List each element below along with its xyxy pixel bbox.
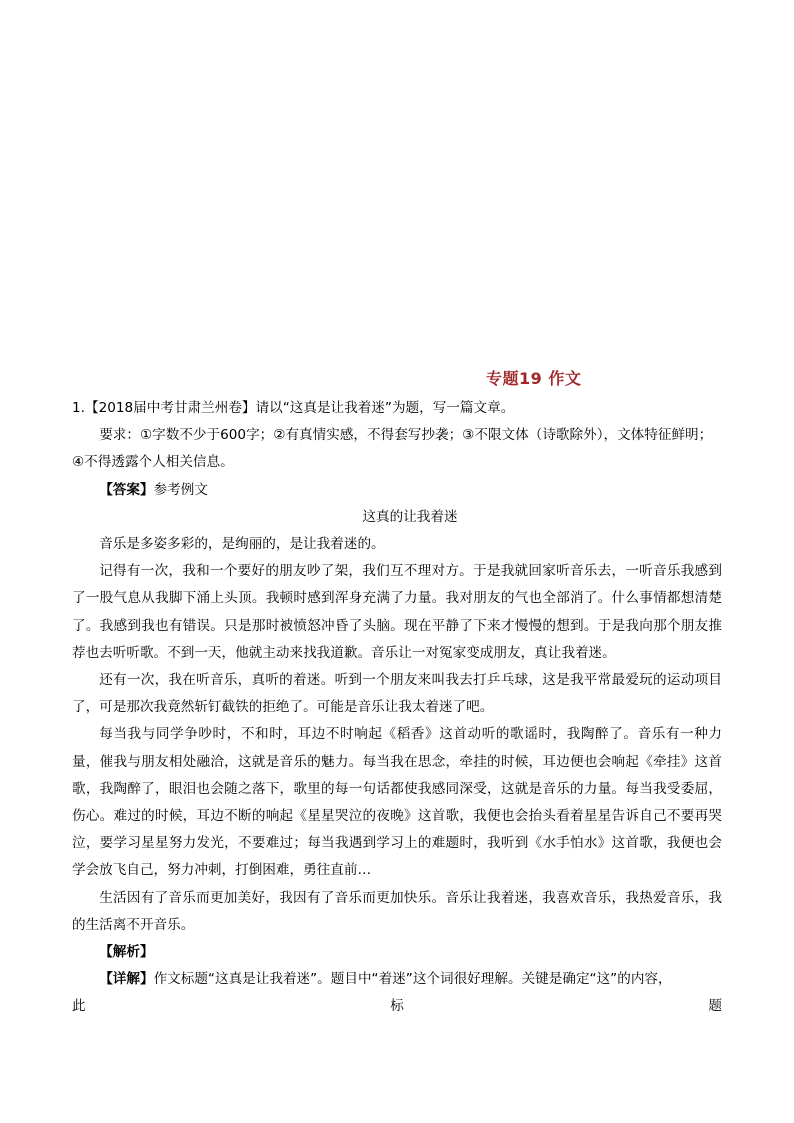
last-line-word-2: 标 xyxy=(390,998,404,1015)
essay-paragraph-4: 每当我与同学争吵时，不和时，耳边不时响起《稻香》这首动听的歌谣时，我陶醉了。音乐有一种力量，催我与朋友相处融洽，这就是音乐的魅力。每当我在思念，牵挂的时候，耳边便也会响起《牵挂》这首歌，我陶醉了，眼泪也会随之落下，歌里的每一句话都使我感同深受，这就是音乐的力量。每当我受委屈，伤心。难过的时候，耳边不断的响起《星星哭泣的夜晚》这首歌，我便也会抬头看着星星告诉自己不要再哭泣，要学习星星努力发光，不要难过；每当我遇到学习上的难题时，我听到《水手怕水》这首歌，我便也会学会放飞自己，努力冲刺，打倒困难，勇往直前… xyxy=(72,726,722,879)
last-line-word-3: 题 xyxy=(708,998,722,1015)
requirements-line-2: ④不得透露个人相关信息。 xyxy=(72,454,234,471)
answer-label: 【答案】 xyxy=(99,481,154,498)
question-number: 1. xyxy=(72,400,85,416)
question-prompt: 请以“这真是让我着迷”为题，写一篇文章。 xyxy=(255,400,515,416)
last-line-word-1: 此 xyxy=(72,998,86,1015)
requirements-line-1: 要求：①字数不少于600字；②有真情实感，不得套写抄袭；③不限文体（诗歌除外），文体特征鲜明； xyxy=(99,427,713,444)
essay-paragraph-1: 音乐是多姿多彩的，是绚丽的，是让我着迷的。 xyxy=(99,536,385,553)
question-line xyxy=(72,395,722,422)
answer-line xyxy=(72,477,722,504)
document-body xyxy=(72,395,722,1021)
analysis-label-text: 【解析】 xyxy=(99,944,154,961)
detail-label: 【详解】 xyxy=(99,971,154,988)
essay-title: 这真的让我着迷 xyxy=(362,508,458,525)
analysis-label xyxy=(72,939,722,966)
essay-paragraph-5: 生活因有了音乐而更加美好，我因有了音乐而更加快乐。音乐让我着迷，我喜欢音乐，我热爱音乐，我的生活离不开音乐。 xyxy=(72,889,722,933)
essay-paragraph-2: 记得有一次，我和一个要好的朋友吵了架，我们互不理对方。于是我就回家听音乐去，一听音乐我感到了一股气息从我脚下涌上头顶。我顿时感到浑身充满了力量。我对朋友的气也全部消了。什么事情都想清楚了。我感到我也有错误。只是那时被愤怒冲昏了头脑。现在平静了下来才慢慢的想到。于是我向那个朋友推荐也去听听歌。不到一天，他就主动来找我道歉。音乐让一对冤家变成朋友，真让我着迷。 xyxy=(72,563,722,661)
last-line xyxy=(72,993,722,1020)
detail-line xyxy=(72,966,722,993)
detail-text: 作文标题“这真是让我着迷”。题目中“着迷”这个词很好理解。关键是确定“这”的内容， xyxy=(153,971,672,988)
essay-paragraph-3: 还有一次，我在听音乐，真听的着迷。听到一个朋友来叫我去打乒乓球，这是我平常最爱玩的运动项目了，可是那次我竟然斩钉截铁的拒绝了。可能是音乐让我太着迷了吧。 xyxy=(72,672,722,716)
question-source: 【2018届中考甘肃兰州卷】 xyxy=(84,400,256,416)
page-title: 专题19 作文 xyxy=(486,369,582,388)
answer-text: 参考例文 xyxy=(153,481,208,498)
